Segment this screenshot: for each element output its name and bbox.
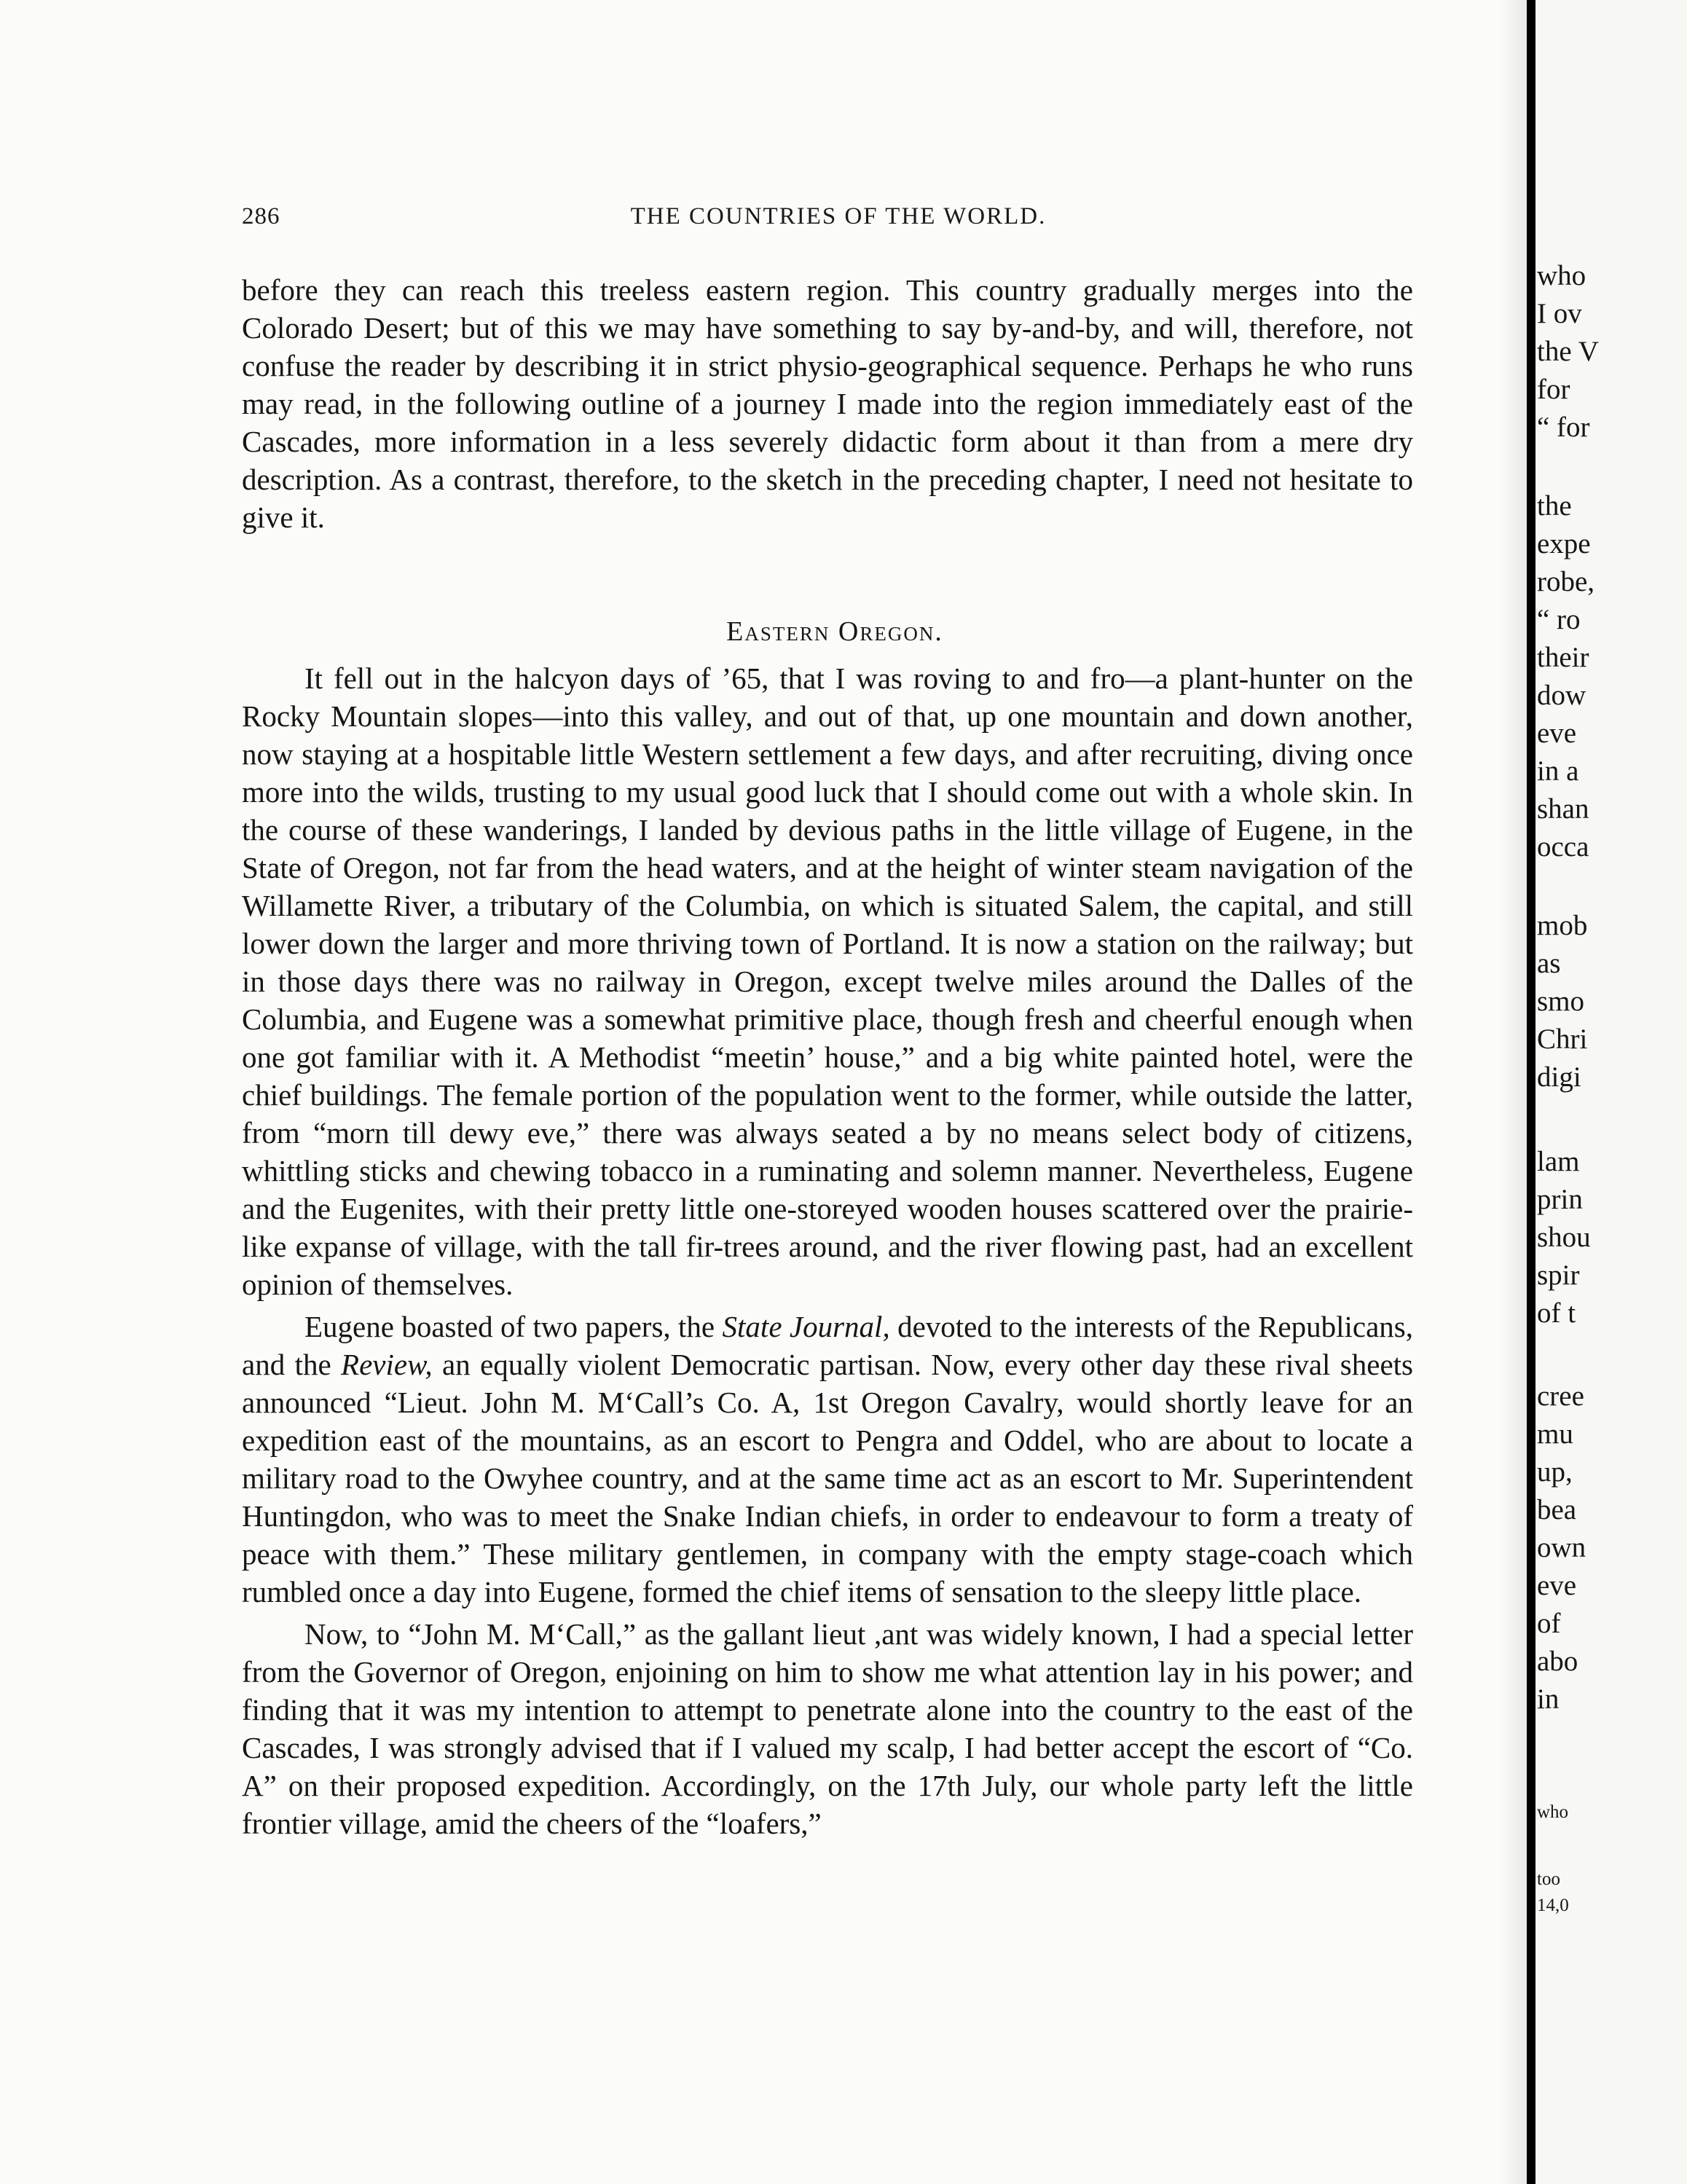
right-fragment: prin [1537, 1184, 1583, 1215]
right-fragment: as [1537, 948, 1561, 979]
right-fragment: in a [1537, 755, 1579, 787]
gutter-shadow [1501, 0, 1527, 2184]
right-fragment: lam [1537, 1146, 1580, 1177]
right-fragment: the [1537, 490, 1572, 522]
right-fragment: of [1537, 1608, 1561, 1639]
right-fragment: who [1537, 1802, 1569, 1822]
right-fragment: own [1537, 1532, 1586, 1563]
right-fragment: eve [1537, 718, 1577, 749]
right-fragment: “ for [1537, 412, 1590, 443]
section-heading: Eastern Oregon. [726, 616, 943, 647]
right-fragment: dow [1537, 680, 1586, 711]
right-fragment: smo [1537, 986, 1585, 1017]
paragraph-1: It fell out in the halcyon days of ’65, that I was roving to and fro—a plant-hunter on the Rocky Mountain slopes—into this valley, and out of that, up one mountain and down another, now staying at a hospitable little Western settlement a few days, and after recruiting, diving once more into the wilds, trusting to my usual good luck that I should come out with a whole skin. In the course of these wanderings, I landed by devious paths in the little village of Eugene, in the State of Oregon, not far from the head waters, and at the height of winter steam navigation of the Willamette River, a tributary of the Columbia, on which is situated Salem, the capital, and still lower down the larger and more thriving town of Portland. It is now a station on the railway; but in those days there was no railway in Oregon, except twelve miles around the Dalles of the Columbia, and Eugene was a somewhat primitive place, though fresh and cheerful enough when one got familiar with it. A Methodist “meetin’ house,” and a big white painted hotel, were the chief buildings. The female portion of the population went to the former, while outside the latter, from “morn till dewy eve,” there was always seated a by no means select body of citizens, whittling sticks and chewing tobacco in a ruminating and solemn manner. Nevertheless, Eugene and the Eugenites, with their pretty little one-storeyed wooden houses scattered over the prairie-like expanse of village, with the tall fir-trees around, and the river flowing past, had an excellent opinion of themselves. [242, 661, 1413, 1301]
right-fragment: expe [1537, 528, 1591, 559]
right-fragment: mu [1537, 1418, 1573, 1450]
right-fragment: digi [1537, 1061, 1581, 1093]
intro-paragraph: before they can reach this treeless eastern region. This country gradually merges into the Colorado Desert; but of this we may have something to say by-and-by, and will, therefore, not confuse the reader by describing it in strict physio-geographical sequence. Perhaps he who runs may read, in the following outline of a journey I made into the region immediately east of the Cascades, more information in a less severely didactic form about it than from a mere dry description. As a contrast, therefore, to the sketch in the preceding chapter, I need not hesitate to give it. [242, 273, 1413, 534]
right-fragment: eve [1537, 1570, 1577, 1601]
paragraph-2 [242, 1308, 1413, 1611]
right-fragment: abo [1537, 1646, 1578, 1677]
right-fragment: mob [1537, 910, 1588, 941]
right-fragment: Chri [1537, 1024, 1588, 1055]
right-fragment: shan [1537, 793, 1589, 825]
right-fragment: up, [1537, 1456, 1573, 1488]
page-number: 286 [242, 203, 280, 229]
right-fragment: occa [1537, 831, 1589, 863]
right-fragment: robe, [1537, 566, 1595, 597]
right-fragment: bea [1537, 1494, 1577, 1525]
right-fragment: spir [1537, 1260, 1580, 1291]
right-fragment: I ov [1537, 298, 1582, 329]
right-fragment: who [1537, 260, 1586, 291]
state-journal-title: State Journal, [722, 1310, 890, 1343]
review-title: Review, [341, 1348, 433, 1381]
right-fragment: too [1537, 1869, 1560, 1889]
paragraph-2-part-1: Eugene boasted of two papers, the [304, 1310, 723, 1343]
right-fragment: cree [1537, 1380, 1584, 1412]
right-fragment: the V [1537, 336, 1599, 367]
right-fragment: their [1537, 642, 1589, 673]
right-fragment: of t [1537, 1297, 1576, 1329]
paragraph-2-part-3: an equally violent Democratic partisan. Now, every other day these rival sheets announced “Lieut. John M. M‘Call’s Co. A, 1st Oregon Cavalry, would shortly leave for an expedition east of the mountains, as an escort to Pengra and Oddel, who are about to locate a military road to the Owyhee country, and at the same time act as an escort to Mr. Superintendent Huntingdon, who was to meet the Snake Indian chiefs, in order to endeavour to form a treaty of peace with them.” These military gentlemen, in company with the empty stage-coach which rumbled once a day into Eugene, formed the chief items of sensation to the sleepy little place. [242, 1348, 1413, 1608]
paragraph-3: Now, to “John M. M‘Call,” as the gallant lieut ,ant was widely known, I had a special letter from the Governor of Oregon, enjoining on him to show me what attention lay in his power; and finding that it was my intention to attempt to penetrate alone into the country to the east of the Cascades, I was strongly advised that if I valued my scalp, I had better accept the escort of “Co. A” on their proposed expedition. Accordingly, on the 17th July, our whole party left the little frontier village, amid the cheers of the “loafers,” [242, 1617, 1413, 1840]
right-fragment: 14,0 [1537, 1896, 1569, 1915]
paragraph-2-part-2: devoted to the interests of the Republicans, and the [242, 1310, 1413, 1381]
right-fragment: “ ro [1537, 604, 1581, 635]
running-title: THE COUNTRIES OF THE WORLD. [630, 203, 1047, 229]
right-fragment: in [1537, 1684, 1560, 1715]
right-fragment: for [1537, 374, 1570, 405]
running-head [242, 203, 1413, 240]
text-block [242, 271, 1413, 1842]
right-fragment: shou [1537, 1222, 1591, 1253]
